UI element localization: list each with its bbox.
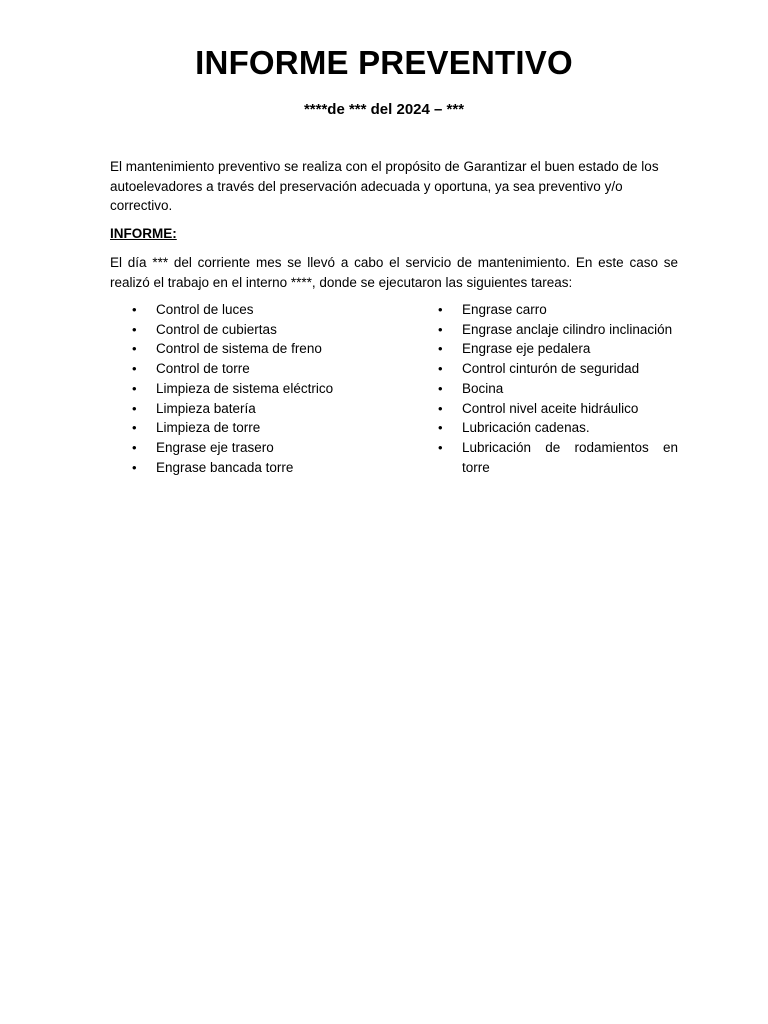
document-subtitle: ****de *** del 2024 – ***: [303, 101, 465, 118]
task-label: Control de cubiertas: [156, 321, 277, 337]
document-title: INFORME PREVENTIVO: [195, 44, 573, 81]
bullet-icon: •: [438, 361, 443, 377]
bullet-icon: •: [438, 302, 443, 317]
list-item: [438, 399, 678, 419]
list-item: [132, 458, 402, 478]
bullet-icon: •: [132, 420, 137, 436]
task-label: Limpieza de sistema eléctrico: [156, 380, 334, 396]
bullet-icon: •: [438, 400, 443, 416]
task-label: Bocina: [462, 380, 504, 396]
list-item: [132, 379, 402, 399]
bullet-icon: •: [438, 321, 443, 337]
task-label: Engrase carro: [462, 302, 547, 317]
task-label: Control nivel aceite hidráulico: [462, 400, 639, 416]
list-item: [438, 320, 678, 340]
task-label: Control de torre: [156, 361, 250, 377]
bullet-icon: •: [132, 439, 137, 455]
task-label: Engrase eje pedalera: [462, 341, 591, 357]
task-list-left: [132, 300, 402, 477]
bullet-icon: •: [438, 420, 443, 436]
bullet-icon: •: [132, 321, 137, 337]
bullet-icon: •: [132, 302, 137, 317]
bullet-icon: •: [438, 341, 443, 357]
list-item: [132, 399, 402, 419]
task-label: Control de sistema de freno: [156, 341, 322, 357]
bullet-icon: •: [132, 380, 137, 396]
task-label: Engrase anclaje cilindro inclinación: [462, 321, 673, 337]
list-item: [438, 300, 678, 320]
task-label: Engrase eje trasero: [156, 439, 274, 455]
list-item: [438, 359, 678, 379]
list-item: [438, 379, 678, 399]
task-label: Control de luces: [156, 302, 254, 317]
intro-paragraph: El mantenimiento preventivo se realiza con el propósito de Garantizar el buen estado de los autoelevadores a través del preservación adecuada y oportuna, ya sea preventivo y/o correctivo.: [110, 159, 659, 213]
list-item: [132, 320, 402, 340]
bullet-icon: •: [132, 341, 137, 357]
list-item: [132, 359, 402, 379]
body-paragraph: El día *** del corriente mes se llevó a cabo el servicio de mantenimiento. En este caso se realizó el trabajo en el interno ****, donde se ejecutaron las siguientes tareas:: [110, 255, 678, 290]
bullet-icon: •: [438, 439, 443, 455]
bullet-icon: •: [132, 361, 137, 377]
bullet-icon: •: [132, 459, 137, 475]
task-label: Lubricación cadenas.: [462, 420, 590, 436]
list-item: [438, 418, 678, 438]
task-label: Limpieza batería: [156, 400, 256, 416]
list-item: [132, 418, 402, 438]
list-item: [438, 339, 678, 359]
task-list-right: [438, 300, 678, 477]
list-item: [438, 438, 678, 477]
task-label: Limpieza de torre: [156, 420, 261, 436]
task-label: Lubricación de rodamientos en torre: [462, 439, 678, 475]
list-item: [132, 438, 402, 458]
task-label: Control cinturón de seguridad: [462, 361, 640, 377]
bullet-icon: •: [438, 380, 443, 396]
bullet-icon: •: [132, 400, 137, 416]
list-item: [132, 300, 402, 320]
section-heading: INFORME:: [110, 226, 177, 241]
list-item: [132, 339, 402, 359]
task-label: Engrase bancada torre: [156, 459, 294, 475]
